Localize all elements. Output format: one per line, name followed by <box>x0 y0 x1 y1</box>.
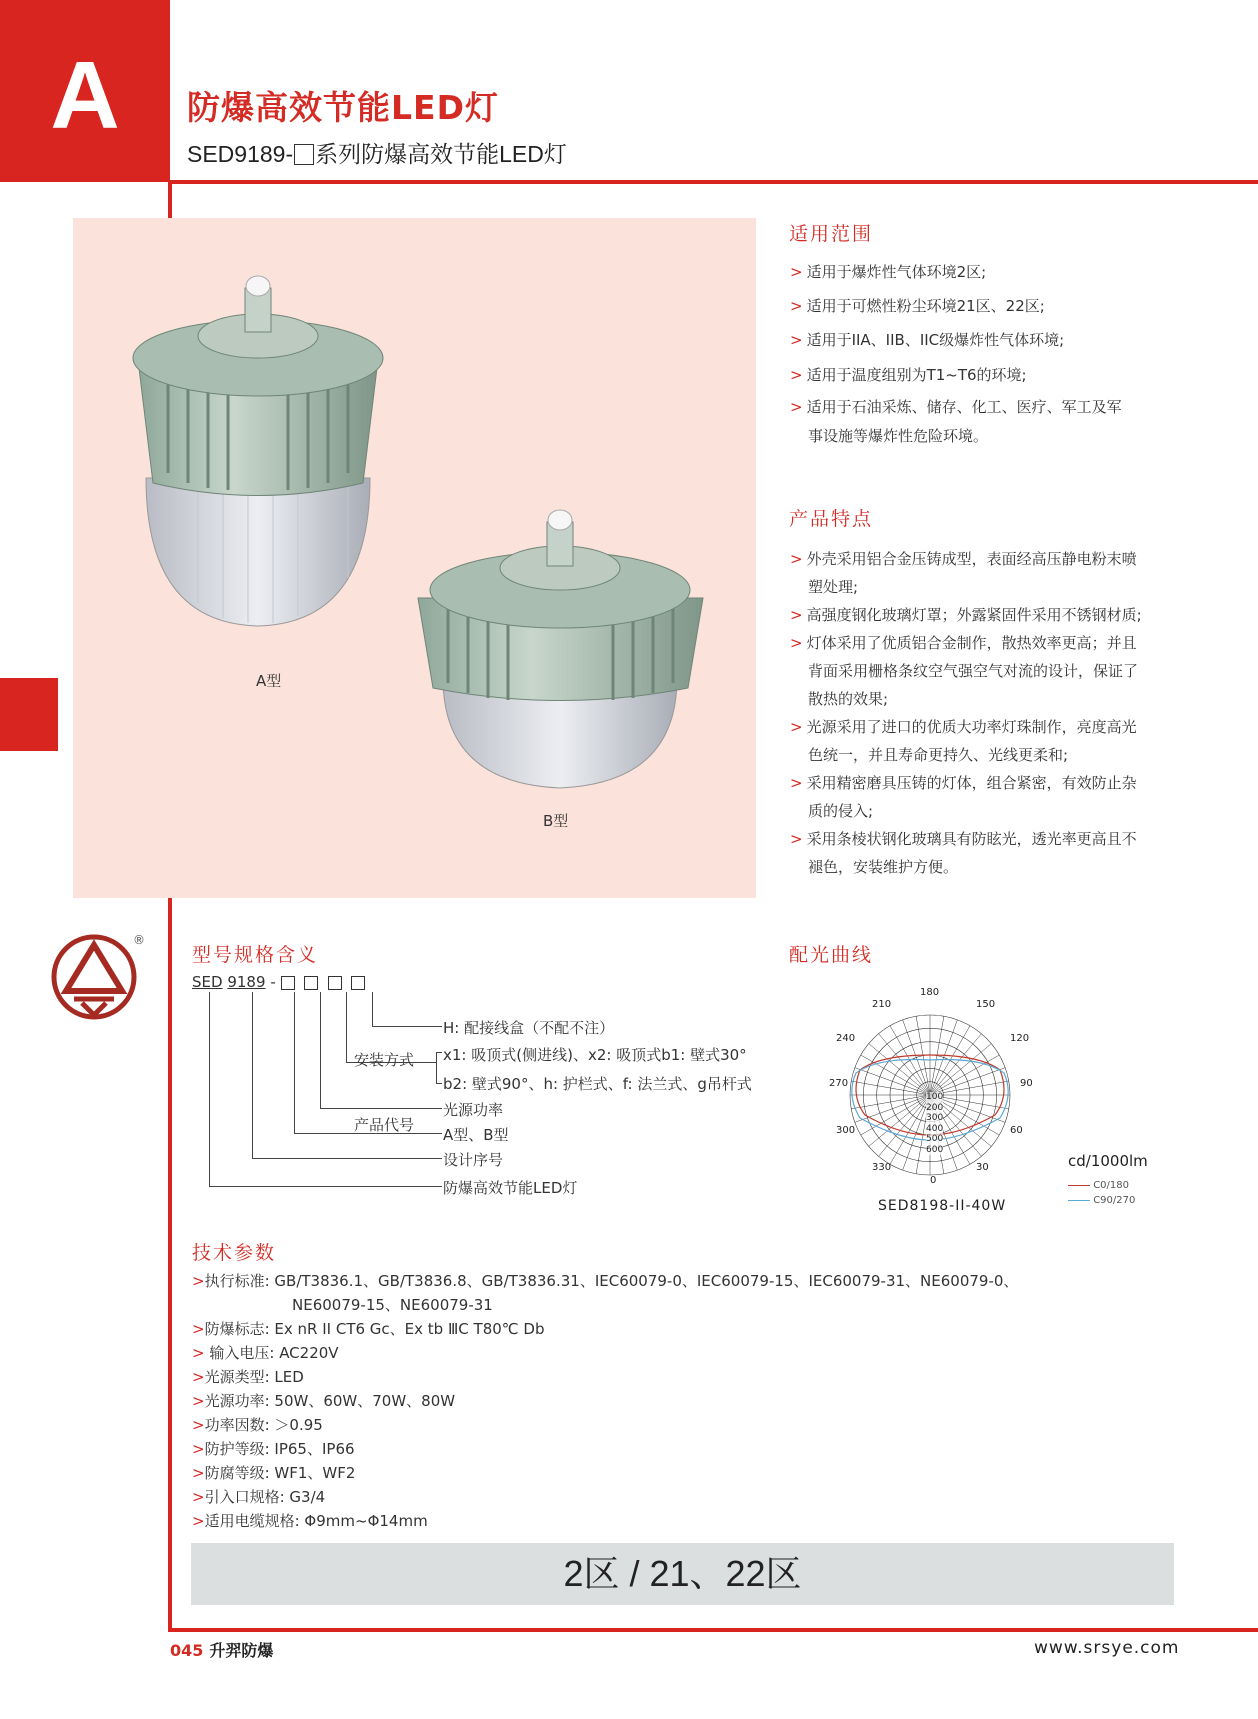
feature-item-cont: 褪色，安装维护方便。 <box>808 858 959 876</box>
scope-item: > 适用于石油采炼、储存、化工、医疗、军工及军 <box>790 398 1122 416</box>
company-logo <box>50 933 138 1025</box>
radial-label: 500 <box>926 1134 944 1144</box>
curve-heading: 配光曲线 <box>789 944 874 966</box>
feature-item-cont: 背面采用栅格条纹空气强空气对流的设计，保证了 <box>808 662 1139 680</box>
curve-model-label: SED8198-II-40W <box>878 1198 1007 1214</box>
radial-label: 600 <box>926 1144 944 1155</box>
tree-line <box>436 1052 437 1083</box>
code-box-mount <box>328 976 342 990</box>
polar-chart <box>820 985 1060 1195</box>
polar-angle-150: 150 <box>976 999 996 1010</box>
tree-line <box>320 1108 442 1109</box>
tree-line <box>372 1026 442 1027</box>
model-line-ab: A型、B型 <box>443 1126 509 1144</box>
tree-line <box>436 1083 442 1084</box>
lamp-a-caption: A型 <box>256 672 282 690</box>
tree-line <box>346 992 347 1062</box>
code-box-power <box>304 976 318 990</box>
polar-angle-210: 210 <box>872 999 892 1010</box>
radial-label: 100 <box>926 1092 944 1102</box>
section-letter: A <box>50 42 120 149</box>
page-subtitle <box>187 136 567 169</box>
tree-line <box>436 1052 442 1053</box>
feature-item: > 采用精密磨具压铸的灯体，组合紧密，有效防止杂 <box>790 774 1137 792</box>
radial-label: 300 <box>926 1113 944 1123</box>
code-box-junction <box>351 976 365 990</box>
polar-angle-120: 120 <box>1010 1033 1030 1044</box>
feature-item-cont: 塑处理; <box>808 578 859 596</box>
scope-item: > 适用于爆炸性气体环境2区; <box>790 263 987 281</box>
legend-c90: C90/270 <box>1068 1195 1135 1206</box>
tree-line <box>252 1158 442 1159</box>
model-heading: 型号规格含义 <box>192 944 319 966</box>
page-title: 防爆高效节能LED灯 <box>187 88 499 127</box>
model-code <box>192 973 365 991</box>
tree-line <box>294 992 295 1133</box>
tech-row: >防爆标志: Ex nR II CT6 Gc、Ex tb ⅢC T80℃ Db <box>192 1320 545 1338</box>
legend-c0: C0/180 <box>1068 1180 1129 1191</box>
brand-name: 升羿防爆 <box>209 1641 274 1660</box>
page-number: 045 <box>170 1641 204 1660</box>
feature-item: > 外壳采用铝合金压铸成型，表面经高压静电粉末喷 <box>790 550 1137 568</box>
side-tab <box>0 678 58 751</box>
tech-heading: 技术参数 <box>192 1242 277 1264</box>
tech-row: >功率因数: ＞0.95 <box>192 1416 323 1434</box>
tree-line <box>372 992 373 1027</box>
polar-angle-330: 330 <box>872 1162 892 1173</box>
polar-angle-0: 0 <box>930 1175 937 1186</box>
model-line-x1: x1: 吸顶式(侧进线)、x2: 吸顶式b1: 壁式30° <box>443 1046 747 1064</box>
tree-line <box>209 992 210 1186</box>
code-box-product <box>281 976 295 990</box>
code-dash: - <box>270 973 276 991</box>
polar-angle-180: 180 <box>920 987 940 998</box>
model-line-name: 防爆高效节能LED灯 <box>443 1179 578 1197</box>
feature-item: > 高强度钢化玻璃灯罩；外露紧固件采用不锈钢材质; <box>790 606 1142 624</box>
legend-c90-swatch <box>1068 1200 1090 1201</box>
model-line-h: H: 配接线盒（不配不注） <box>443 1019 615 1037</box>
tech-row: >防护等级: IP65、IP66 <box>192 1440 355 1458</box>
curve-unit: cd/1000lm <box>1068 1152 1148 1170</box>
scope-item: > 适用于温度组别为T1~T6的环境; <box>790 366 1027 384</box>
radial-label: 400 <box>926 1123 944 1134</box>
model-line-seq: 设计序号 <box>443 1151 504 1169</box>
footer-brand <box>170 1638 273 1661</box>
scope-item: > 适用于可燃性粉尘环境21区、22区; <box>790 297 1045 315</box>
polar-angle-300: 300 <box>836 1125 856 1136</box>
tech-row: >执行标准: GB/T3836.1、GB/T3836.8、GB/T3836.31、IEC60079-0、IEC60079-15、IEC60079-31、NE60079-0、 <box>192 1272 1019 1290</box>
left-rule-top <box>168 182 172 218</box>
feature-item-cont: 质的侵入; <box>808 802 874 820</box>
tree-line <box>252 992 253 1158</box>
mount-label: 安装方式 <box>354 1051 415 1069</box>
header-divider <box>170 180 1258 184</box>
product-label: 产品代号 <box>354 1116 415 1134</box>
feature-item-cont: 散热的效果; <box>808 690 889 708</box>
website-link[interactable]: www.srsye.com <box>1034 1638 1180 1658</box>
tech-row: >引入口规格: G3/4 <box>192 1488 326 1506</box>
feature-item: > 光源采用了进口的优质大功率灯珠制作，亮度高光 <box>790 718 1137 736</box>
lamp-a-image <box>133 276 383 626</box>
polar-angle-240: 240 <box>836 1033 856 1044</box>
subtitle-prefix: SED9189- <box>187 141 294 167</box>
code-num: 9189 <box>227 973 266 991</box>
feature-item: > 采用条棱状钢化玻璃具有防眩光，透光率更高且不 <box>790 830 1137 848</box>
registered-mark: ® <box>133 933 145 947</box>
scope-item: > 适用于IIA、IIB、IIC级爆炸性气体环境; <box>790 331 1065 349</box>
tech-row: > 输入电压: AC220V <box>192 1344 339 1362</box>
tech-row-cont: NE60079-15、NE60079-31 <box>292 1296 493 1314</box>
tree-line <box>209 1186 442 1187</box>
tree-line <box>320 992 321 1108</box>
polar-angle-90: 90 <box>1020 1078 1033 1089</box>
polar-angle-270: 270 <box>829 1078 849 1089</box>
legend-c0-swatch <box>1068 1185 1090 1186</box>
radial-label: 200 <box>926 1102 944 1113</box>
scope-heading: 适用范围 <box>789 223 874 245</box>
features-heading: 产品特点 <box>789 508 874 530</box>
tech-row: >防腐等级: WF1、WF2 <box>192 1464 356 1482</box>
scope-item-cont: 事设施等爆炸性危险环境。 <box>808 427 989 445</box>
product-photos <box>73 218 756 898</box>
polar-angle-30: 30 <box>976 1162 989 1173</box>
lamp-b-caption: B型 <box>543 812 569 830</box>
tech-row: >适用电缆规格: Φ9mm~Φ14mm <box>192 1512 428 1530</box>
subtitle-suffix: 系列防爆高效节能LED灯 <box>315 141 567 167</box>
feature-item-cont: 色统一，并且寿命更持久、光线更柔和; <box>808 746 1069 764</box>
left-rule <box>168 898 172 1630</box>
subtitle-box-icon <box>294 144 314 165</box>
zone-banner: 2区 / 21、22区 <box>191 1543 1174 1605</box>
footer-divider <box>168 1628 1258 1632</box>
lamp-b-image <box>418 510 703 788</box>
model-line-b2: b2: 壁式90°、h: 护栏式、f: 法兰式、g吊杆式 <box>443 1075 752 1093</box>
tech-row: >光源功率: 50W、60W、70W、80W <box>192 1392 456 1410</box>
product-photo-panel <box>73 218 756 898</box>
polar-angle-60: 60 <box>1010 1125 1023 1136</box>
code-sed: SED <box>192 973 223 991</box>
feature-item: > 灯体采用了优质铝合金制作，散热效率更高；并且 <box>790 634 1137 652</box>
tech-row: >光源类型: LED <box>192 1368 304 1386</box>
model-line-power: 光源功率 <box>443 1101 504 1119</box>
polar-radial-labels <box>926 1092 943 1155</box>
